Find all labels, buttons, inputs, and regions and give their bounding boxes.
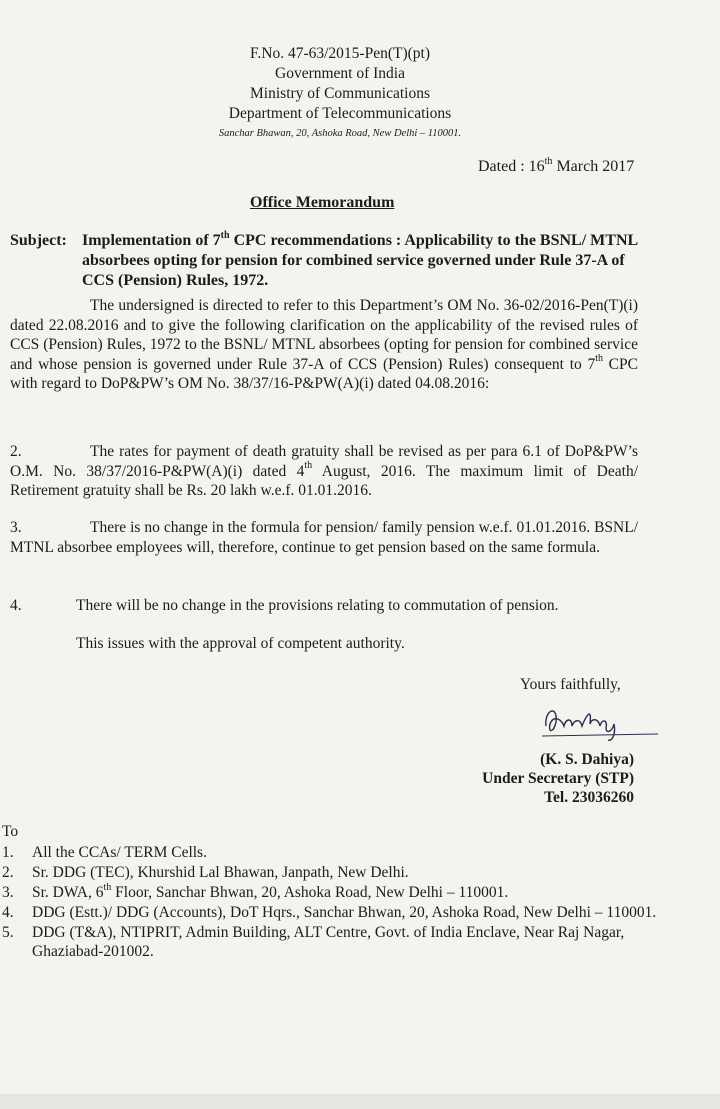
to-label: To — [2, 823, 19, 840]
file-number: F.No. 47-63/2015-Pen(T)(pt) — [250, 45, 430, 62]
memo-date: Dated : 16th March 2017 — [478, 155, 635, 175]
para-2-number: 2. — [10, 443, 22, 460]
signatory-block — [482, 750, 634, 807]
recipient-item: 5. DDG (T&A), NTIPRIT, Admin Building, ALT Centre, Govt. of India Enclave, Near Raj Nagar, Ghaziabad-201002. — [2, 924, 625, 960]
department-line: Department of Telecommunications — [228, 105, 452, 122]
paragraph-3: 3. There is no change in the formula for pension/ family pension w.e.f. 01.01.2016. BSNL/ MTNL absorbee employees will, therefore, continue to get pension based on the same formula. — [10, 519, 638, 556]
subject-block — [10, 231, 640, 291]
page-bottom-edge — [0, 1094, 720, 1109]
memo-title: Office Memorandum — [250, 194, 395, 211]
paragraph-2: 2. The rates for payment of death gratuity shall be revised as per para 6.1 of DoP&PW’s O.M. No. 38/37/2016-P&PW(A)(i) dated 4th August, 2016. The maximum limit of Death/ Retirement gratuity shall be Rs. 20 lakh w.e.f. 01.01.2016. — [10, 443, 638, 499]
paragraph-1: The undersigned is directed to refer to this Department’s OM No. 36-02/2016-Pen(T)(i) dated 22.08.2016 and to give the following clarification on the applicability of the revised rules of CCS (Pension) Rules, 1972 to the BSNL/ MTNL absorbees (opting for pension for combined service and whose pension is governed under Rule 37-A of CCS (Pension) Rules) consequent to 7th CPC with regard to DoP&PW’s OM No. 38/37/16-P&PW(A)(i) dated 04.08.2016: — [10, 297, 638, 392]
recipient-item: 4. DDG (Estt.)/ DDG (Accounts), DoT Hqrs., Sanchar Bhwan, 20, Ashoka Road, New Delhi – 110001. — [2, 904, 657, 921]
signature-image — [540, 696, 660, 746]
signatory-designation: Under Secretary (STP) — [482, 770, 634, 787]
subject-text: Implementation of 7th CPC recommendations : Applicability to the BSNL/ MTNL absorbees opting for pension for combined service governed under Rule 37-A of CCS (Pension) Rules, 1972. — [82, 229, 638, 289]
closing-salutation: Yours faithfully, — [520, 676, 621, 693]
approval-line: This issues with the approval of competent authority. — [76, 635, 405, 652]
recipient-list — [2, 822, 682, 962]
paragraph-4: There will be no change in the provisions relating to commutation of pension. — [76, 597, 559, 614]
para-4-number: 4. — [10, 597, 22, 614]
subject-label: Subject: — [10, 232, 67, 249]
ministry-line: Ministry of Communications — [250, 85, 430, 102]
government-line: Government of India — [275, 65, 405, 82]
recipient-item: 1. All the CCAs/ TERM Cells. — [2, 844, 207, 861]
recipient-item: 3. Sr. DWA, 6th Floor, Sanchar Bhwan, 20, Ashoka Road, New Delhi – 110001. — [2, 881, 509, 901]
para-3-number: 3. — [10, 519, 22, 536]
department-address: Sanchar Bhawan, 20, Ashoka Road, New Delhi – 110001. — [218, 128, 462, 139]
signatory-name: (K. S. Dahiya) — [540, 751, 634, 768]
signatory-tel: Tel. 23036260 — [544, 789, 634, 806]
recipient-item: 2. Sr. DDG (TEC), Khurshid Lal Bhawan, Janpath, New Delhi. — [2, 864, 409, 881]
